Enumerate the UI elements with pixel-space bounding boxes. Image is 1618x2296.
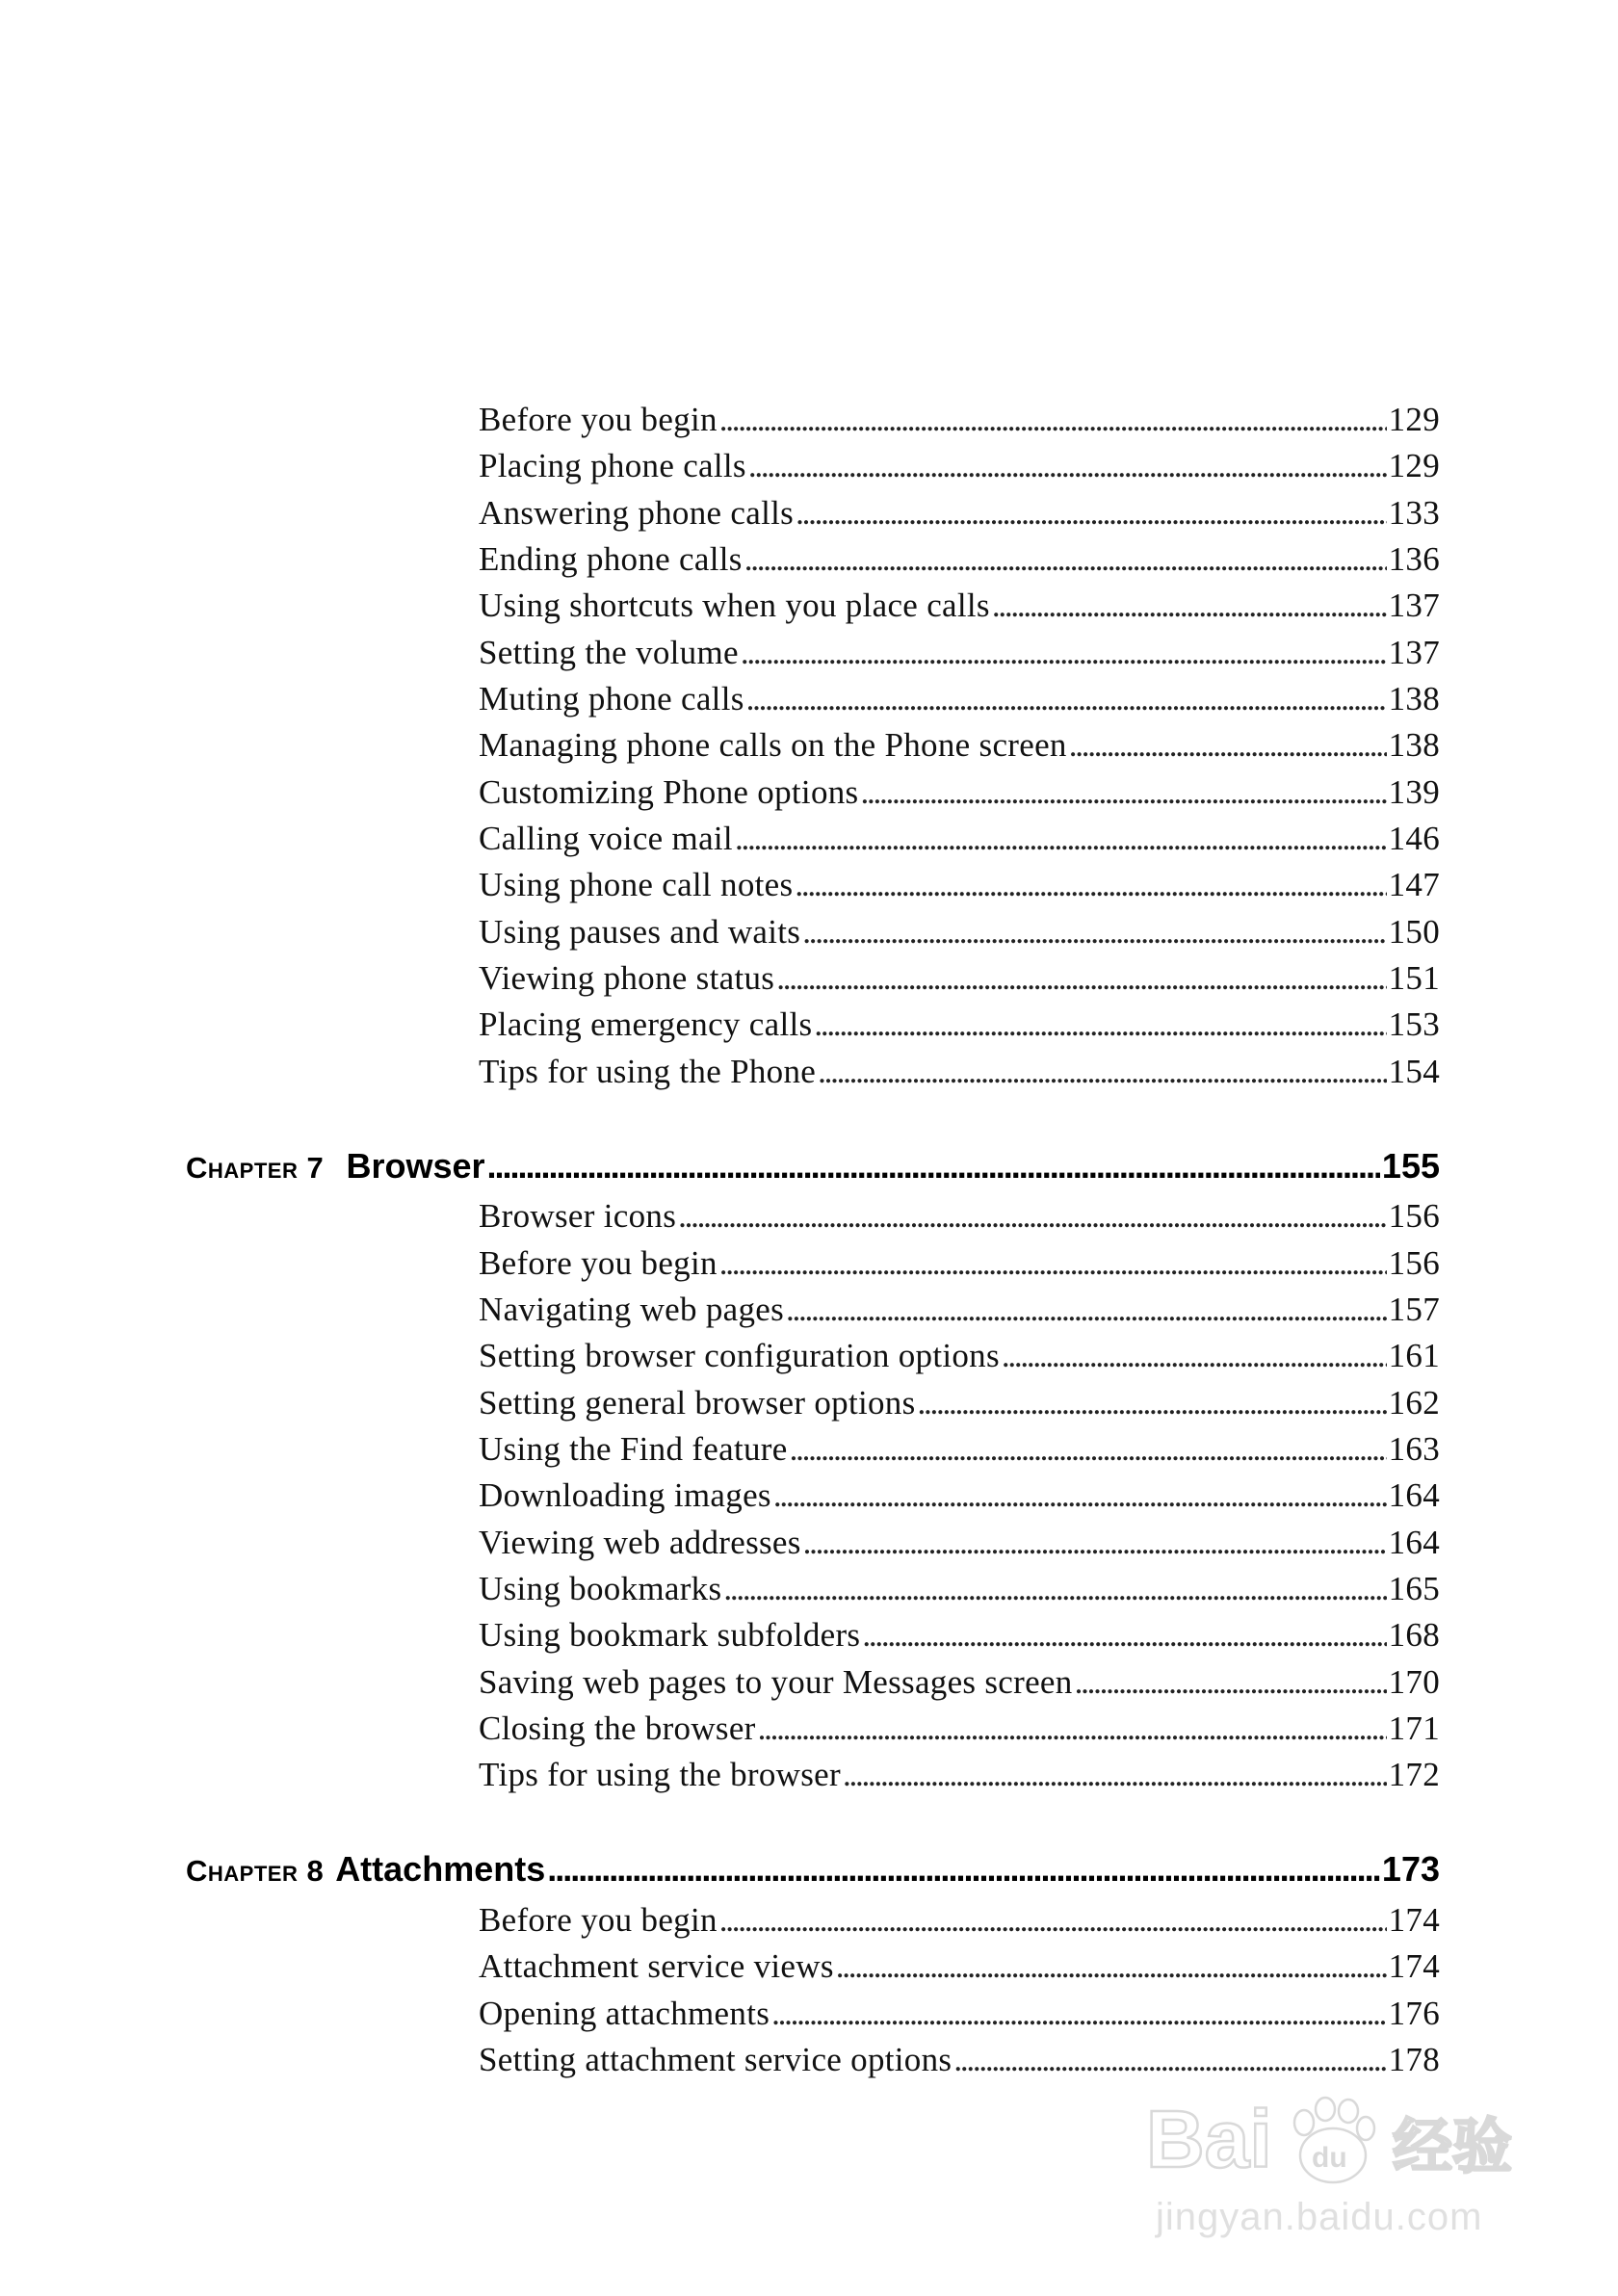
toc-entry-title: Tips for using the browser xyxy=(479,1756,841,1793)
toc-entry-page: 164 xyxy=(1388,1476,1440,1514)
leader-dots xyxy=(790,1430,1387,1469)
toc-entry-page: 164 xyxy=(1388,1524,1440,1561)
leader-dots xyxy=(795,866,1386,904)
leader-dots xyxy=(723,1570,1386,1608)
toc-entry-page: 133 xyxy=(1388,494,1440,532)
leader-dots xyxy=(796,494,1387,533)
leader-dots xyxy=(719,401,1387,439)
baidu-logo-icon xyxy=(1146,2092,1531,2188)
leader-dots xyxy=(678,1197,1386,1236)
toc-entry-title: Answering phone calls xyxy=(479,494,795,532)
toc-entry[interactable] xyxy=(479,540,1440,585)
toc-entry-title: Opening attachments xyxy=(479,1995,770,2032)
toc-entry[interactable] xyxy=(479,1663,1440,1708)
leader-dots xyxy=(1075,1663,1387,1702)
toc-entry[interactable] xyxy=(479,959,1440,1004)
toc-entry[interactable] xyxy=(479,401,1440,445)
toc-entry-page: 157 xyxy=(1388,1291,1440,1328)
toc-entry-title: Browser icons xyxy=(479,1197,677,1235)
toc-entry-page: 156 xyxy=(1388,1244,1440,1282)
toc-entry-title: Using the Find feature xyxy=(479,1430,788,1468)
toc-entry[interactable] xyxy=(479,447,1440,491)
toc-entry-title: Placing emergency calls xyxy=(479,1005,813,1043)
toc-entry-title: Viewing web addresses xyxy=(479,1524,801,1561)
leader-dots xyxy=(836,1947,1387,1986)
toc-entry[interactable] xyxy=(479,1709,1440,1754)
toc-entry-title: Navigating web pages xyxy=(479,1291,785,1328)
toc-entry-title: Placing phone calls xyxy=(479,447,746,484)
svg-text:du: du xyxy=(1312,2142,1347,2174)
leader-dots xyxy=(719,1244,1387,1283)
toc-entry[interactable] xyxy=(479,1616,1440,1660)
toc-entry[interactable] xyxy=(479,1337,1440,1381)
chapter-page: 173 xyxy=(1381,1849,1440,1889)
leader-dots xyxy=(814,1005,1386,1044)
toc-entry[interactable] xyxy=(479,2041,1440,2085)
paw-icon xyxy=(1294,2098,1374,2182)
svg-text:Bai: Bai xyxy=(1146,2094,1272,2184)
toc-entry[interactable] xyxy=(479,1197,1440,1241)
toc-entry-page: 163 xyxy=(1388,1430,1440,1468)
toc-entry-title: Managing phone calls on the Phone screen xyxy=(479,726,1067,764)
chapter-label: Chapter 8 xyxy=(186,1854,325,1888)
toc-entry-title: Ending phone calls xyxy=(479,540,743,578)
toc-entry[interactable] xyxy=(479,1476,1440,1521)
toc-entry-title: Using phone call notes xyxy=(479,866,794,903)
toc-entry-title: Setting the volume xyxy=(479,634,739,671)
toc-entry-title: Muting phone calls xyxy=(479,680,744,718)
toc-entry[interactable] xyxy=(479,726,1440,770)
toc-entry-title: Attachment service views xyxy=(479,1947,834,1985)
chapter-page: 155 xyxy=(1381,1146,1440,1186)
leader-dots xyxy=(862,1616,1386,1655)
toc-entry[interactable] xyxy=(479,913,1440,957)
toc-entry-page: 170 xyxy=(1388,1663,1440,1701)
toc-entry-page: 178 xyxy=(1388,2041,1440,2078)
toc-entry-page: 136 xyxy=(1388,540,1440,578)
toc-entry-page: 151 xyxy=(1388,959,1440,997)
toc-entry-title: Before you begin xyxy=(479,401,718,438)
leader-dots xyxy=(487,1146,1380,1187)
toc-entry[interactable] xyxy=(479,1053,1440,1097)
toc-entry-page: 174 xyxy=(1388,1901,1440,1939)
leader-dots xyxy=(860,773,1386,812)
leader-dots xyxy=(802,913,1386,952)
chapter-heading[interactable] xyxy=(186,1146,1440,1194)
toc-entry-page: 165 xyxy=(1388,1570,1440,1607)
toc-entry-page: 139 xyxy=(1388,773,1440,811)
leader-dots xyxy=(843,1756,1387,1794)
toc-entry[interactable] xyxy=(479,1756,1440,1800)
leader-dots xyxy=(719,1901,1387,1940)
toc-entry[interactable] xyxy=(479,680,1440,724)
leader-dots xyxy=(803,1524,1387,1562)
leader-dots xyxy=(918,1384,1387,1422)
chapter-heading[interactable] xyxy=(186,1849,1440,1897)
toc-entry-page: 129 xyxy=(1388,447,1440,484)
toc-entry[interactable] xyxy=(479,1995,1440,2039)
toc-entry-title: Setting general browser options xyxy=(479,1384,916,1422)
toc-entry-page: 174 xyxy=(1388,1947,1440,1985)
toc-entry[interactable] xyxy=(479,1244,1440,1289)
leader-dots xyxy=(773,1476,1387,1515)
baidu-watermark xyxy=(1146,2092,1531,2246)
toc-entry[interactable] xyxy=(479,1291,1440,1335)
leader-dots xyxy=(786,1291,1387,1329)
toc-entry-title: Customizing Phone options xyxy=(479,773,859,811)
toc-entry[interactable] xyxy=(479,1430,1440,1474)
toc-entry-title: Calling voice mail xyxy=(479,820,733,857)
leader-dots xyxy=(1002,1337,1387,1375)
leader-dots xyxy=(741,634,1387,672)
toc-entry[interactable] xyxy=(479,773,1440,818)
toc-entry-page: 137 xyxy=(1388,634,1440,671)
toc-entry[interactable] xyxy=(479,1570,1440,1614)
toc-entry-page: 150 xyxy=(1388,913,1440,951)
toc-entry[interactable] xyxy=(479,1524,1440,1568)
toc-entry-page: 176 xyxy=(1388,1995,1440,2032)
toc-entry-page: 154 xyxy=(1388,1053,1440,1090)
toc-entry[interactable] xyxy=(479,1947,1440,1992)
leader-dots xyxy=(953,2041,1386,2079)
toc-entry-title: Setting browser configuration options xyxy=(479,1337,1000,1374)
toc-entry-page: 171 xyxy=(1388,1709,1440,1747)
toc-entry-title: Viewing phone status xyxy=(479,959,775,997)
toc-entry-page: 162 xyxy=(1388,1384,1440,1422)
toc-entry[interactable] xyxy=(479,820,1440,864)
toc-entry-title: Using bookmark subfolders xyxy=(479,1616,861,1654)
toc-entry-title: Setting attachment service options xyxy=(479,2041,953,2078)
toc-entry-page: 129 xyxy=(1388,401,1440,438)
leader-dots xyxy=(758,1709,1387,1748)
toc-entry-title: Before you begin xyxy=(479,1901,718,1939)
toc-entry-page: 156 xyxy=(1388,1197,1440,1235)
toc-entry-title: Closing the browser xyxy=(479,1709,756,1747)
toc-entry-page: 153 xyxy=(1388,1005,1440,1043)
watermark-url: jingyan.baidu.com xyxy=(1156,2196,1483,2238)
toc-entry-page: 147 xyxy=(1388,866,1440,903)
leader-dots xyxy=(748,447,1387,485)
toc-entry[interactable] xyxy=(479,494,1440,538)
leader-dots xyxy=(818,1053,1386,1091)
leader-dots xyxy=(771,1995,1386,2033)
leader-dots xyxy=(746,680,1387,718)
toc-entry-title: Saving web pages to your Messages screen xyxy=(479,1663,1073,1701)
toc-entry[interactable] xyxy=(479,587,1440,631)
chapter-title: Browser xyxy=(346,1146,485,1186)
toc-entry[interactable] xyxy=(479,866,1440,910)
toc-entry[interactable] xyxy=(479,634,1440,678)
leader-dots xyxy=(547,1849,1380,1890)
toc-entry-title: Before you begin xyxy=(479,1244,718,1282)
leader-dots xyxy=(735,820,1387,858)
toc-entry-title: Using shortcuts when you place calls xyxy=(479,587,990,624)
toc-entry[interactable] xyxy=(479,1384,1440,1428)
toc-entry-page: 138 xyxy=(1388,726,1440,764)
chapter-title: Attachments xyxy=(335,1849,546,1889)
toc-entry-page: 161 xyxy=(1388,1337,1440,1374)
chapter-label: Chapter 7 xyxy=(186,1151,325,1185)
toc-entry-title: Downloading images xyxy=(479,1476,771,1514)
toc-entry-title: Using pauses and waits xyxy=(479,913,801,951)
toc-entry-page: 137 xyxy=(1388,587,1440,624)
leader-dots xyxy=(744,540,1387,579)
svg-text:经验: 经验 xyxy=(1393,2111,1513,2181)
leader-dots xyxy=(992,587,1387,625)
toc-entry[interactable] xyxy=(479,1005,1440,1050)
toc-entry-page: 138 xyxy=(1388,680,1440,718)
toc-entry-page: 168 xyxy=(1388,1616,1440,1654)
toc-entry-page: 172 xyxy=(1388,1756,1440,1793)
toc-entry[interactable] xyxy=(479,1901,1440,1945)
leader-dots xyxy=(1069,726,1387,765)
leader-dots xyxy=(776,959,1386,998)
toc-entry-page: 146 xyxy=(1388,820,1440,857)
toc-entry-title: Using bookmarks xyxy=(479,1570,722,1607)
toc-entry-title: Tips for using the Phone xyxy=(479,1053,817,1090)
